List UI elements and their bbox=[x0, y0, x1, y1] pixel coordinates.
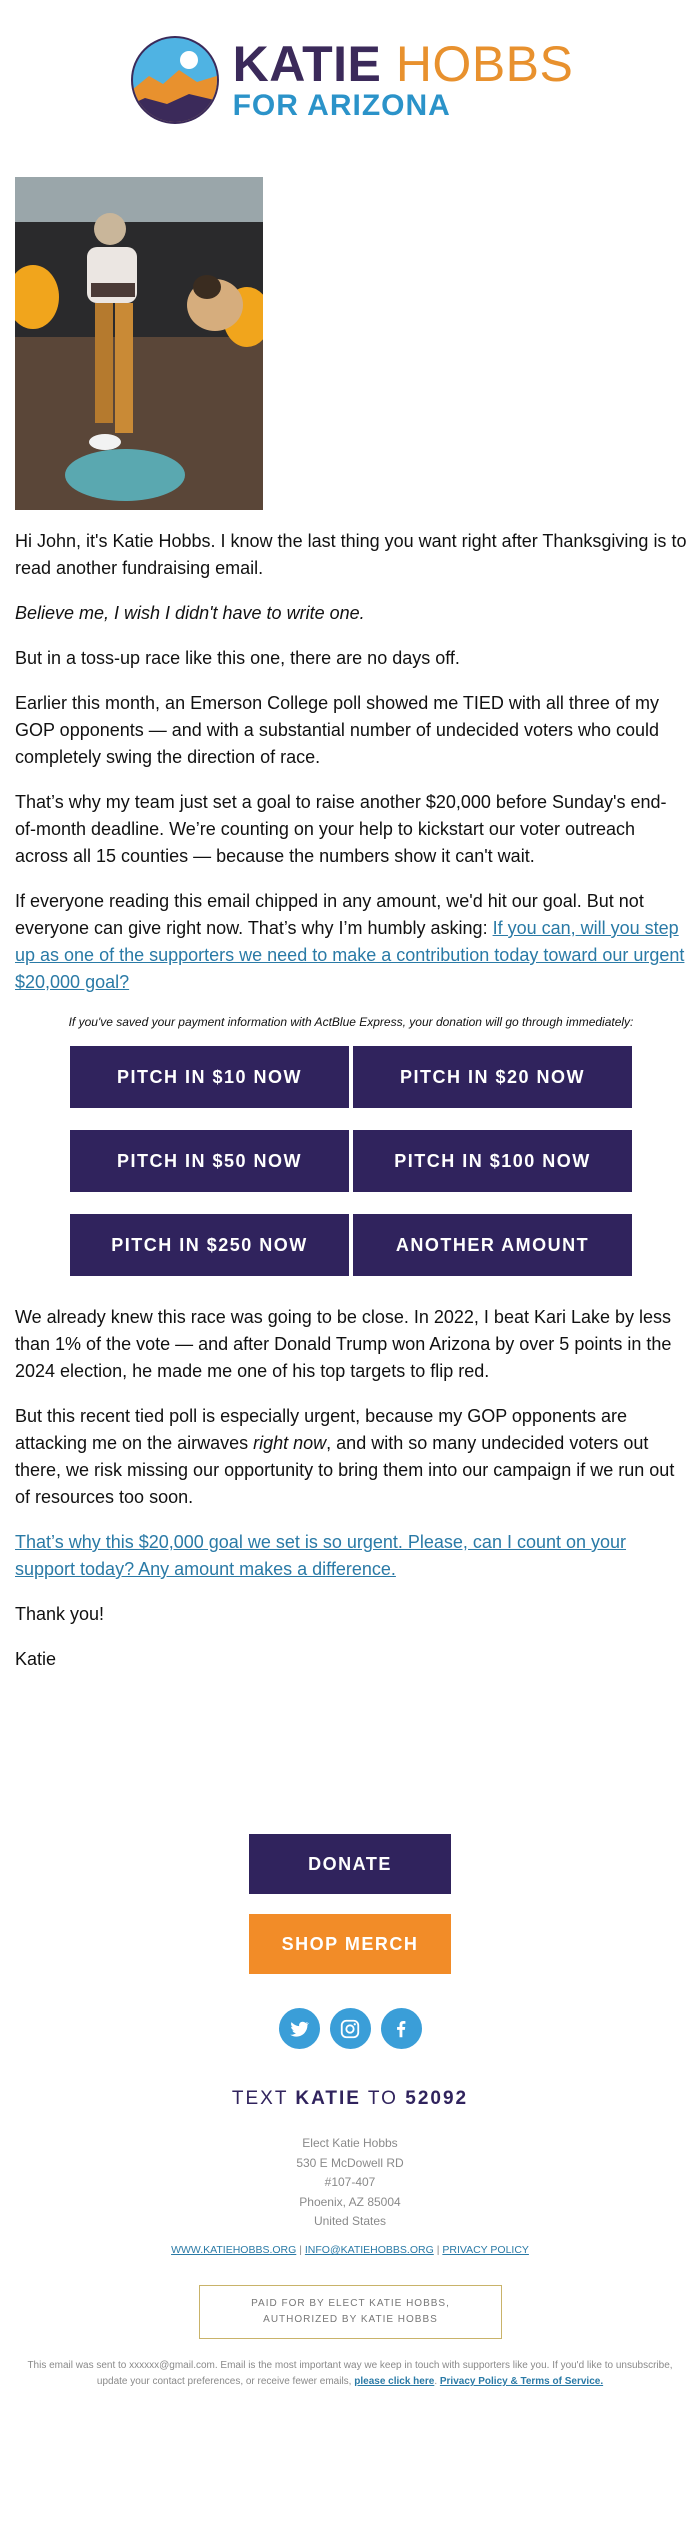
actblue-note: If you've saved your payment information with ActBlue Express, your donation will go through immediately: bbox=[68, 1015, 634, 1029]
arizona-landscape-icon bbox=[127, 32, 223, 128]
another-amount-button[interactable]: ANOTHER AMOUNT bbox=[353, 1214, 632, 1276]
pitch-in-250-button[interactable]: PITCH IN $250 NOW bbox=[70, 1214, 349, 1276]
text-keyword: KATIE bbox=[295, 2088, 361, 2109]
social-links bbox=[0, 2008, 700, 2049]
mailing-address: Elect Katie Hobbs 530 E McDowell RD #107-407 Phoenix, AZ 85004 United States bbox=[296, 2136, 404, 2228]
paragraph-close-race: We already knew this race was going to be close. In 2022, I beat Kari Lake by less than 1% of the vote — and after Donald Trump won Arizona by over 5 points in the 2024 election, he made me one of his top targets to flip red. bbox=[15, 1307, 672, 1381]
email-body bbox=[15, 528, 687, 1691]
donate-link-final[interactable]: That’s why this $20,000 goal we set is so urgent. Please, can I count on your support today? Any amount makes a difference. bbox=[15, 1532, 627, 1579]
logo-last-name: HOBBS bbox=[395, 36, 574, 92]
paragraph-intro: Hi John, it's Katie Hobbs. I know the last thing you want right after Thanksgiving is to read another fundraising email. bbox=[15, 531, 687, 578]
signature: Katie bbox=[15, 1649, 57, 1669]
candidate-photo bbox=[15, 177, 263, 510]
paragraph-thanks: Thank you! bbox=[15, 1604, 105, 1624]
unsubscribe-link[interactable]: please click here bbox=[354, 2376, 435, 2387]
paragraph-ask: If everyone reading this email chipped in any amount, we'd hit our goal. But not everyone can give right now. That’s why I’m humbly asking: If you can, will you step up as one of the supporters we need to make a contribution today toward our urgent $20,000 goal? bbox=[15, 891, 685, 992]
terms-link[interactable]: Privacy Policy & Terms of Service. bbox=[439, 2376, 604, 2387]
pitch-in-100-button[interactable]: PITCH IN $100 NOW bbox=[353, 1130, 632, 1192]
instagram-icon[interactable] bbox=[330, 2008, 371, 2049]
logo-first-name: KATIE bbox=[232, 36, 382, 92]
email-link[interactable]: INFO@KATIEHOBBS.ORG bbox=[304, 2244, 434, 2256]
paragraph-toss-up: But in a toss-up race like this one, there are no days off. bbox=[15, 648, 460, 668]
paid-for-disclaimer: PAID FOR BY ELECT KATIE HOBBS, AUTHORIZED BY KATIE HOBBS bbox=[199, 2285, 502, 2339]
donate-button[interactable]: DONATE bbox=[249, 1834, 451, 1894]
pitch-in-10-button[interactable]: PITCH IN $10 NOW bbox=[70, 1046, 349, 1108]
pitch-in-20-button[interactable]: PITCH IN $20 NOW bbox=[353, 1046, 632, 1108]
paragraph-poll: Earlier this month, an Emerson College poll showed me TIED with all three of my GOP opponents — and with a substantial number of undecided voters who could completely swing the direction of race. bbox=[15, 693, 660, 767]
privacy-policy-link[interactable]: PRIVACY POLICY bbox=[442, 2244, 529, 2256]
paragraph-final-ask bbox=[15, 1529, 687, 1583]
logo-subtitle: FOR ARIZONA bbox=[232, 89, 451, 122]
donation-button-grid bbox=[15, 1046, 687, 1276]
facebook-icon[interactable] bbox=[381, 2008, 422, 2049]
text-shortcode: 52092 bbox=[405, 2088, 469, 2109]
paragraph-urgent: But this recent tied poll is especially urgent, because my GOP opponents are attacking me on the airwaves right now, and with so many undecided voters out there, we risk missing our opportunity to bring them into our campaign if we run out of resources too soon. bbox=[15, 1406, 675, 1507]
footer-links: WWW.KATIEHOBBS.ORG | INFO@KATIEHOBBS.ORG | PRIVACY POLICY bbox=[171, 2244, 529, 2256]
campaign-logo[interactable] bbox=[127, 32, 574, 128]
pitch-in-50-button[interactable]: PITCH IN $50 NOW bbox=[70, 1130, 349, 1192]
footer-buttons bbox=[0, 1834, 700, 1974]
donate-link-ask[interactable]: If you can, will you step up as one of the supporters we need to make a contribution today toward our urgent $20,000 goal? bbox=[15, 918, 685, 992]
twitter-icon[interactable] bbox=[279, 2008, 320, 2049]
shop-merch-button[interactable]: SHOP MERCH bbox=[249, 1914, 451, 1974]
paragraph-goal: That’s why my team just set a goal to raise another $20,000 before Sunday's end-of-month deadline. We’re counting on your help to kickstart our voter outreach across all 15 counties — because the numbers show it can't wait. bbox=[15, 792, 667, 866]
email-header bbox=[0, 0, 700, 160]
paragraph-believe: Believe me, I wish I didn't have to write one. bbox=[15, 603, 365, 623]
website-link[interactable]: WWW.KATIEHOBBS.ORG bbox=[171, 2244, 297, 2256]
text-to-join: TEXT KATIE TO 52092 bbox=[231, 2088, 469, 2109]
fine-print: This email was sent to xxxxxx@gmail.com. Email is the most important way we keep in touch with supporters like you. If you'd like to unsubscribe, update your contact preferences, or receive fewer emails, please click here. Privacy Policy & Terms of Service. bbox=[27, 2360, 673, 2387]
